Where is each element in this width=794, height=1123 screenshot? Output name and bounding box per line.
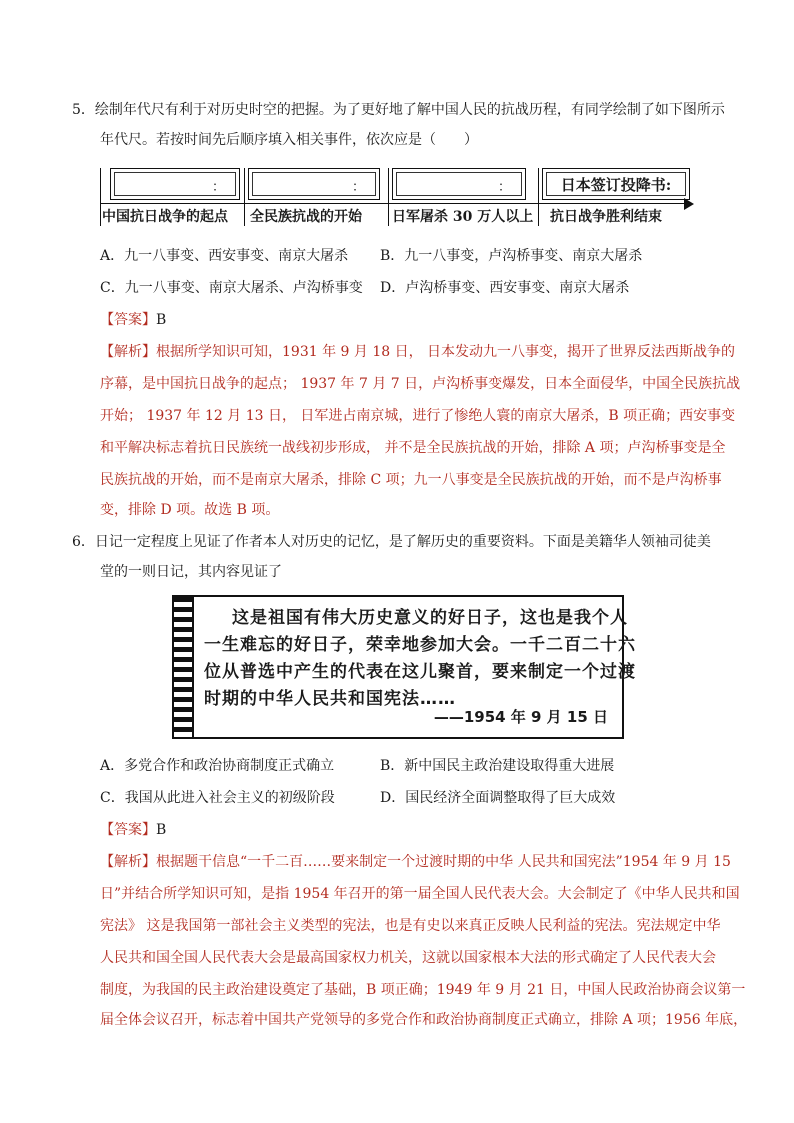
timeline-blank-box-3: ：: [392, 168, 526, 200]
q5-analysis-line-2: 序幕，是中国抗日战争的起点； 1937 年 7 月 7 日，卢沟桥事变爆发，日本全面侵华，中国全民族抗战: [100, 376, 741, 392]
q6-answer: 【答案】B: [100, 822, 167, 838]
timeline-tick: [100, 168, 101, 226]
timeline-tick: [244, 168, 245, 226]
q6-option-c: C．我国从此进入社会主义的初级阶段: [100, 790, 335, 806]
timeline-label-1: 中国抗日战争的起点: [102, 209, 228, 225]
q5-analysis-line-3: 开始； 1937 年 12 月 13 日， 日军进占南京城，进行了惨绝人寰的南京大屠杀，B 项正确；西安事变: [100, 408, 736, 424]
q6-stem-line-1: 6．日记一定程度上见证了作者本人对历史的记忆，是了解历史的重要资料。下面是美籍华人领袖司徒美: [72, 534, 711, 550]
timeline-tick: [388, 168, 389, 226]
diary-line-1: 这是祖国有伟大历史意义的好日子，这也是我个人: [232, 608, 628, 628]
notebook-spiral-icon: [174, 597, 194, 737]
q5-stem-line-1: 5．绘制年代尺有利于对历史时空的把握。为了更好地了解中国人民的抗战历程，有同学绘制了如下图所示: [72, 102, 725, 118]
q6-analysis-line-6: 届全体会议召开，标志着中国共产党领导的多党合作和政治协商制度正式确立，排除 A 项；1956 年底，: [100, 1012, 748, 1028]
diary-date: ——1954 年 9 月 15 日: [433, 708, 608, 726]
q6-analysis-line-1: 【解析】根据题干信息“一千二百……要来制定一个过渡时期的中华 人民共和国宪法”1954 年 9 月 15: [100, 854, 731, 870]
q6-stem-line-2: 堂的一则日记，其内容见证了: [100, 564, 282, 580]
q6-option-d: D．国民经济全面调整取得了巨大成效: [380, 790, 616, 806]
q5-option-c: C．九一八事变、南京大屠杀、卢沟桥事变: [100, 280, 363, 296]
diary-line-4: 时期的中华人民共和国宪法……: [204, 689, 456, 709]
q5-option-b: B．九一八事变，卢沟桥事变、南京大屠杀: [380, 248, 643, 264]
q5-analysis-line-4: 和平解决标志着抗日民族统一战线初步形成， 并不是全民族抗战的开始，排除 A 项；卢沟桥事变是全: [100, 440, 726, 456]
q6-analysis-line-5: 制度，为我国的民主政治建设奠定了基础，B 项正确；1949 年 9 月 21 日，中国人民政治协商会议第一: [100, 982, 746, 998]
timeline-axis: [100, 203, 688, 204]
q5-timeline: [100, 168, 700, 232]
timeline-box-surrender: 日本签订投降书:: [542, 168, 690, 200]
diary-line-2: 一生难忘的好日子，荣幸地参加大会。一千二百二十六: [204, 635, 636, 655]
q6-option-a: A．多党合作和政治协商制度正式确立: [100, 758, 335, 774]
q6-analysis-line-3: 宪法》 这是我国第一部社会主义类型的宪法，也是有史以来真正反映人民利益的宪法。宪法规定中华: [100, 918, 721, 934]
timeline-blank-box-1: ：: [110, 168, 240, 200]
diary-excerpt-image: [172, 595, 636, 739]
q5-analysis-line-6: 变，排除 D 项。故选 B 项。: [100, 502, 280, 518]
timeline-blank-box-2: ：: [248, 168, 380, 200]
timeline-label-2: 全民族抗战的开始: [250, 209, 362, 225]
q5-option-a: A．九一八事变、西安事变、南京大屠杀: [100, 248, 349, 264]
q6-option-b: B．新中国民主政治建设取得重大进展: [380, 758, 615, 774]
q5-option-d: D．卢沟桥事变、西安事变、南京大屠杀: [380, 280, 630, 296]
q5-stem-line-2: 年代尺。若按时间先后顺序填入相关事件，依次应是（ ）: [100, 132, 478, 148]
q5-analysis-line-5: 民族抗战的开始，而不是南京大屠杀，排除 C 项；九一八事变是全民族抗战的开始，而不是卢沟桥事: [100, 472, 722, 488]
timeline-label-3: 日军屠杀 30 万人以上: [392, 209, 534, 225]
q6-analysis-line-4: 人民共和国全国人民代表大会是最高国家权力机关，这就以国家根本大法的形式确定了人民代表大会: [100, 950, 716, 966]
q5-analysis-line-1: 【解析】根据所学知识可知，1931 年 9 月 18 日， 日本发动九一八事变，揭开了世界反法西斯战争的: [100, 344, 736, 360]
timeline-tick: [538, 168, 539, 226]
q6-analysis-line-2: 日”并结合所学知识可知，是指 1954 年召开的第一届全国人民代表大会。大会制定了《中华人民共和国: [100, 886, 740, 902]
q5-answer: 【答案】B: [100, 312, 167, 328]
diary-line-3: 位从普选中产生的代表在这儿聚首，要来制定一个过渡: [204, 662, 636, 682]
timeline-label-4: 抗日战争胜利结束: [550, 209, 662, 225]
